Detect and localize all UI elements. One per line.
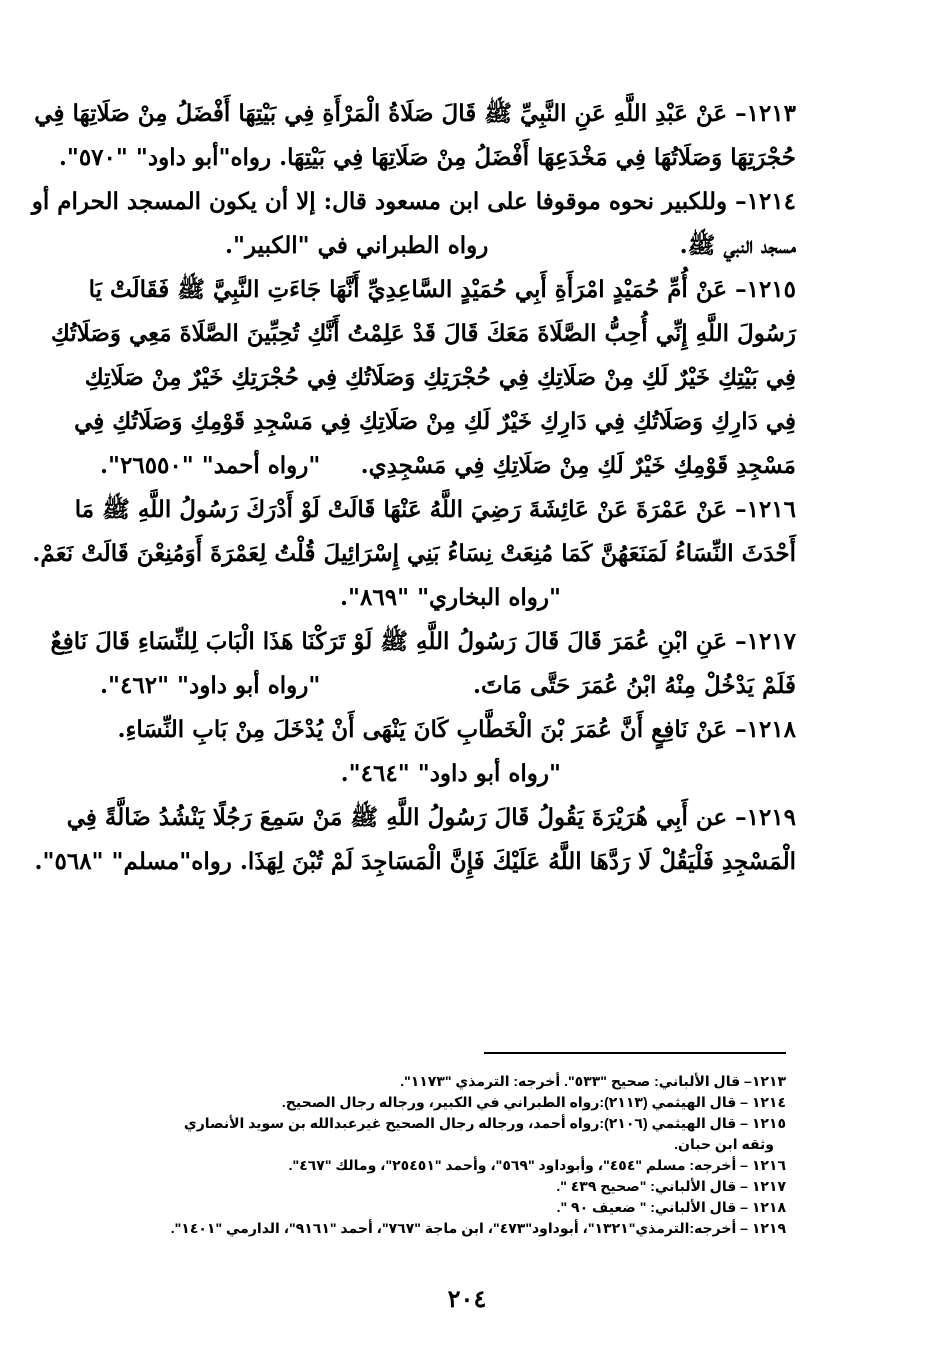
- hadith-1217-text: فَلَمْ يَدْخُلْ مِنْهُ ابْنُ عُمَرَ حَتَّى مَاتَ.: [473, 672, 796, 699]
- hadith-1213-line-2: حُجْرَتِهَا وَصَلَاتُهَا فِي مَخْدَعِهَا أَفْضَلُ مِنْ صَلَاتِهَا فِي بَيْتِهَا. رواه"أبو داود" "٥٧٠".: [58, 144, 796, 171]
- hadith-1215-line-2: رَسُولَ اللَّهِ إِنِّي أُحِبُّ الصَّلَاةَ مَعَكَ قَالَ قَدْ عَلِمْتُ أَنَّكِ تُحِبِّينَ الصَّلَاةَ مَعِي وَصَلَاتُكِ: [50, 320, 796, 347]
- footnote-1215-cont: وثقه ابن حبان.: [674, 1136, 774, 1152]
- hadith-1214-text: مسجد النبي ﷺ.: [679, 232, 796, 259]
- hadith-1217-source: "رواه أبو داود" "٤٦٢".: [100, 672, 321, 699]
- hadith-1215-text: مَسْجِدِ قَوْمِكِ خَيْرٌ لَكِ مِنْ صَلَاتِكِ فِي مَسْجِدِي.: [360, 452, 796, 479]
- hadith-1214-line-1: ١٢١٤– وللكبير نحوه موقوفا على ابن مسعود قال: إلا أن يكون المسجد الحرام أو: [31, 188, 796, 215]
- hadith-1216-source: "رواه البخاري" "٨٦٩".: [340, 584, 561, 611]
- hadith-1218-line-1: ١٢١٨– عَنْ نَافِعٍ أَنَّ عُمَرَ بْنَ الْخَطَّابِ كَانَ يَنْهَى أَنْ يُدْخَلَ مِنْ بَابِ النِّسَاءِ.: [117, 716, 796, 743]
- footnotes: [105, 1071, 786, 1239]
- hadith-1215-line-5: [100, 444, 796, 488]
- hadith-1215-source: "رواه أحمد" "٢٦٥٥٠".: [100, 452, 321, 479]
- hadith-1216-line-1: ١٢١٦– عَنْ عَمْرَةَ عَنْ عَائِشَةَ رَضِيَ اللَّهُ عَنْهَا قَالَتْ لَوْ أَدْرَكَ رَسُولُ اللَّهِ ﷺ مَا: [74, 496, 796, 523]
- footnote-1218: ١٢١٨ – قال الألباني: " ضعيف ٩٠ ".: [556, 1199, 786, 1215]
- hadith-1219-line-2: الْمَسْجِدِ فَلْيَقُلْ لَا رَدَّهَا اللَّهُ عَلَيْكَ فَإِنَّ الْمَسَاجِدَ لَمْ تُبْنَ لِهَذَا. رواه"مسلم" "٥٦٨".: [34, 848, 796, 875]
- hadith-1217-line-1: ١٢١٧– عَنِ ابْنِ عُمَرَ قَالَ قَالَ رَسُولُ اللَّهِ ﷺ لَوْ تَرَكْنَا هَذَا الْبَابَ لِلنِّسَاءِ قَالَ نَافِعٌ: [50, 628, 796, 655]
- footnote-1213: ١٢١٣– قال الألباني: صحيح "٥٣٣". أخرجه: الترمذي "١١٧٣".: [400, 1073, 786, 1089]
- footnote-1217: ١٢١٧ – قال الألباني: "صحيح ٤٣٩ ".: [556, 1178, 786, 1194]
- hadith-1214-source: رواه الطبراني في "الكبير".: [225, 232, 489, 259]
- footnote-1214: ١٢١٤ – قال الهيثمي (٢١١٣):رواه الطبراني في الكبير، ورجاله رجال الصحيح.: [281, 1094, 786, 1110]
- page-number: ٢٠٤: [447, 1284, 487, 1313]
- hadith-1219-line-1: ١٢١٩– عن أَبِي هُرَيْرَةَ يَقُولُ قَالَ رَسُولُ اللَّهِ ﷺ مَنْ سَمِعَ رَجُلًا يَنْشُدُ ضَالَّةً فِي: [66, 804, 796, 831]
- hadith-1217-line-2: [100, 664, 796, 708]
- footnote-divider: [484, 1052, 786, 1054]
- hadith-1214-line-2: [100, 224, 796, 268]
- hadith-1218-source: "رواه أبو داود" "٤٦٤".: [340, 760, 561, 787]
- hadith-text: [31, 92, 796, 884]
- hadith-1216-line-2: أَحْدَثَ النِّسَاءُ لَمَنَعَهُنَّ كَمَا مُنِعَتْ نِسَاءُ بَنِي إِسْرَائِيلَ قُلْتُ لِعَمْرَةَ أَوَمُنِعْنَ قَالَتْ نَعَمْ.: [32, 540, 796, 567]
- footnote-1219: ١٢١٩ – أخرجه:الترمذي"١٣٢١"، أبوداود"٤٧٣"، ابن ماجة "٧٦٧"، أحمد "٩١٦١"، الدارمي "١٤٠١".: [170, 1220, 786, 1236]
- footnote-1216: ١٢١٦ – أخرجه: مسلم "٤٥٤"، وأبوداود "٥٦٩"، وأحمد "٢٥٤٥١"، ومالك "٤٦٧".: [288, 1157, 786, 1173]
- hadith-1215-line-1: ١٢١٥– عَنْ أُمِّ حُمَيْدٍ امْرَأَةِ أَبِي حُمَيْدٍ السَّاعِدِيِّ أَنَّهَا جَاءَتِ النَّبِيَّ ﷺ فَقَالَتْ يَا: [88, 276, 796, 303]
- hadith-1213-line-1: ١٢١٣– عَنْ عَبْدِ اللَّهِ عَنِ النَّبِيِّ ﷺ قَالَ صَلَاةُ الْمَرْأَةِ فِي بَيْتِهَا أَفْضَلُ مِنْ صَلَاتِهَا فِي: [34, 100, 796, 127]
- hadith-1215-line-3: فِي بَيْتِكِ خَيْرٌ لَكِ مِنْ صَلَاتِكِ فِي حُجْرَتِكِ وَصَلَاتُكِ فِي حُجْرَتِكِ خَيْرٌ مِنْ صَلَاتِكِ: [84, 364, 796, 391]
- hadith-1215-line-4: فِي دَارِكِ وَصَلَاتُكِ فِي دَارِكِ خَيْرٌ لَكِ مِنْ صَلَاتِكِ فِي مَسْجِدِ قَوْمِكِ وَصَلَاتُكِ فِي: [74, 408, 796, 435]
- footnote-1215: ١٢١٥ – قال الهيثمي (٢١٠٦):رواه أحمد، ورجاله رجال الصحيح غيرعبدالله بن سويد الأنصاري: [183, 1115, 786, 1131]
